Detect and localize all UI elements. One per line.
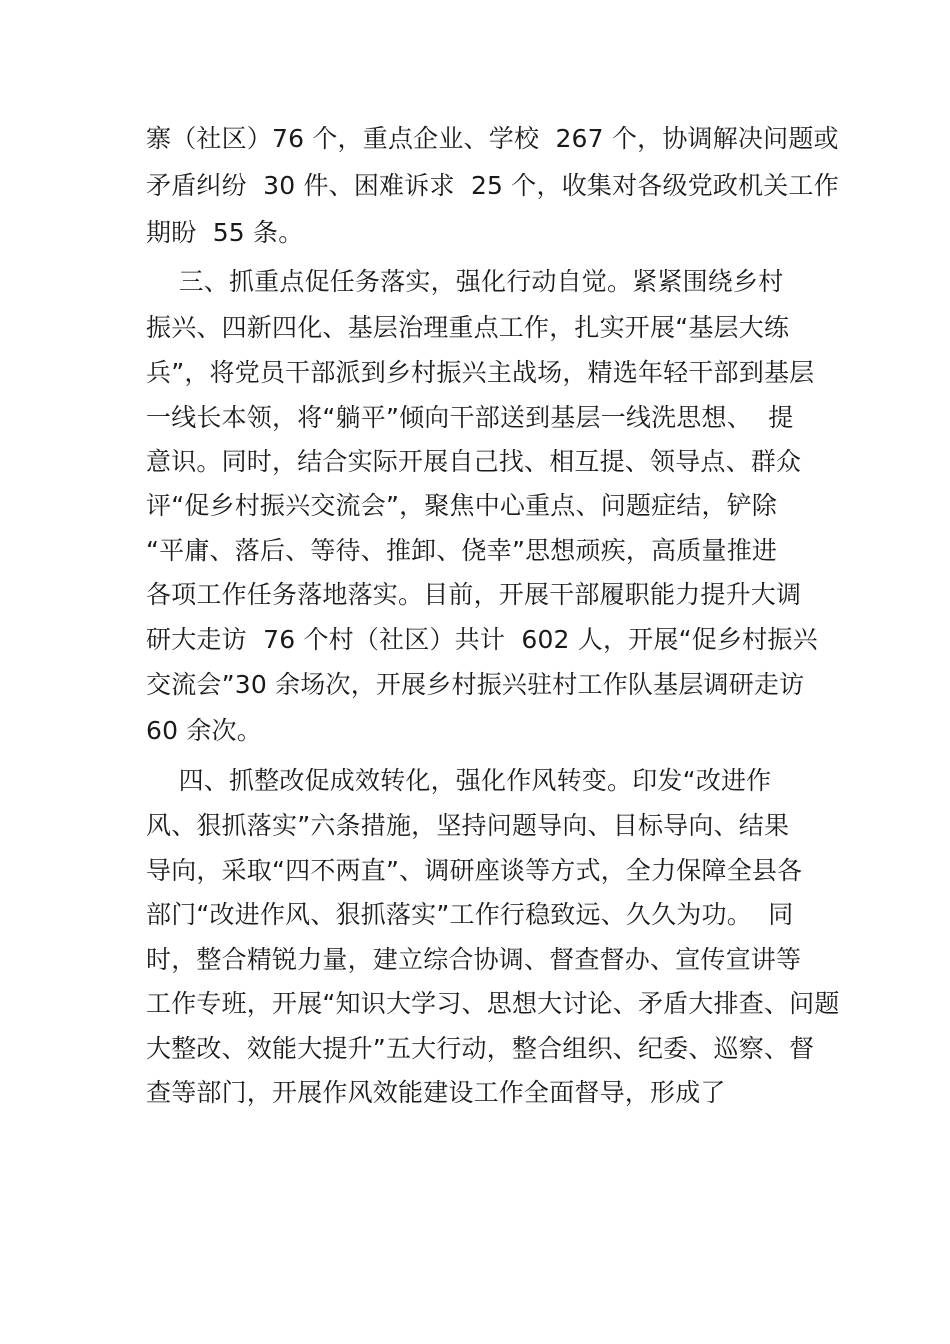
- text-line: 一线长本领，将“躺平”倾向干部送到基层一线洗思想、 提: [146, 403, 794, 432]
- text-line: 研大走访 76 个村（社区）共计 602 人，开展“促乡村振兴: [146, 625, 818, 654]
- paragraph-4-first-line: 四、抓整改促成效转化，强化作风转变。印发“改进作: [146, 766, 772, 795]
- text-line: 交流会”30 余场次，开展乡村振兴驻村工作队基层调研走访: [146, 670, 805, 699]
- text-line: 兵”，将党员干部派到乡村振兴主战场，精选年轻干部到基层: [146, 358, 815, 387]
- text-line: “平庸、落后、等待、推卸、侥幸”思想顽疾，高质量推进: [146, 536, 778, 565]
- text-line: 时，整合精锐力量，建立综合协调、督查督办、宣传宣讲等: [146, 945, 802, 974]
- text-line: 矛盾纠纷 30 件、困难诉求 25 个，收集对各级党政机关工作: [146, 171, 839, 200]
- text-line: 期盼 55 条。: [146, 218, 304, 247]
- text-line: 各项工作任务落地落实。目前，开展干部履职能力提升大调: [146, 580, 802, 609]
- text-line: 查等部门，开展作风效能建设工作全面督导，形成了: [146, 1078, 726, 1107]
- text-line: 评“促乡村振兴交流会”，聚焦中心重点、问题症结，铲除: [146, 491, 778, 520]
- text-line: 60 余次。: [146, 716, 262, 745]
- text-line: 意识。同时，结合实际开展自己找、相互提、领导点、群众: [146, 447, 802, 476]
- text-line: 振兴、四新四化、基层治理重点工作，扎实开展“基层大练: [146, 313, 790, 342]
- text-line: 导向，采取“四不两直”、调研座谈等方式，全力保障全县各: [146, 856, 803, 885]
- text-line: 部门“改进作风、狠抓落实”工作行稳致远、久久为功。 同: [146, 900, 794, 929]
- paragraph-3-first-line: 三、抓重点促任务落实，强化行动自觉。紧紧围绕乡村: [146, 267, 784, 296]
- text-line: 大整改、效能大提升”五大行动，整合组织、纪委、巡察、督: [146, 1034, 815, 1063]
- text-line: 寨（社区）76 个，重点企业、学校 267 个，协调解决问题或: [146, 124, 839, 153]
- text-line: 风、狠抓落实”六条措施，坚持问题导向、目标导向、结果: [146, 811, 790, 840]
- text-line: 工作专班，开展“知识大学习、思想大讨论、矛盾大排查、问题: [146, 989, 840, 1018]
